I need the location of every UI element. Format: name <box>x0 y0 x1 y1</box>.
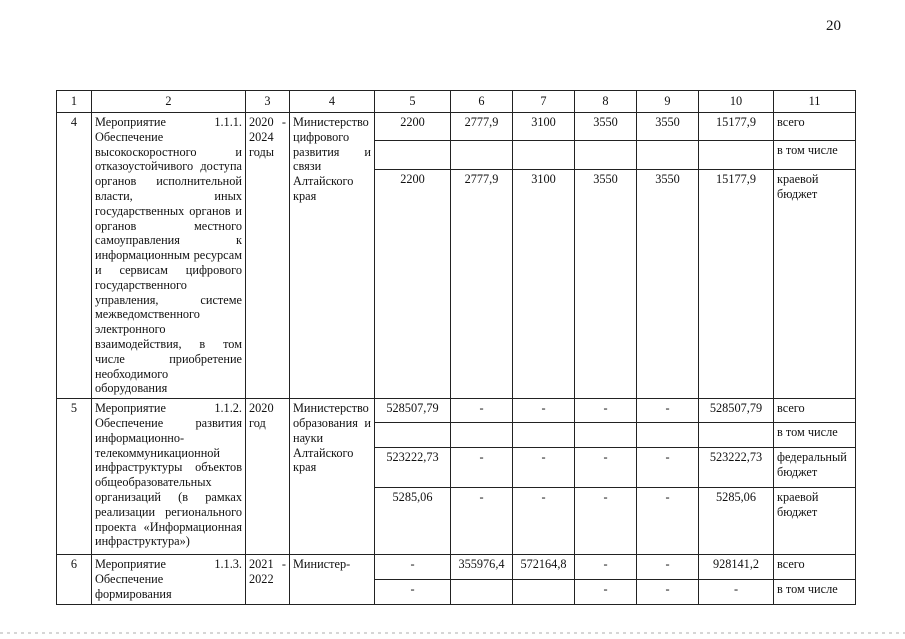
activity-executor: Министерство цифрового развития и связи Алтайского края <box>290 113 375 399</box>
value-cell: 2777,9 <box>451 113 513 141</box>
column-header: 2 <box>92 91 246 113</box>
value-cell: - <box>699 580 774 604</box>
value-cell: 15177,9 <box>699 113 774 141</box>
funding-source: краевой бюджет <box>774 170 856 399</box>
activity-executor: Министер- <box>290 555 375 604</box>
value-cell <box>451 141 513 170</box>
funding-source: всего <box>774 555 856 580</box>
value-cell <box>575 141 637 170</box>
value-cell: - <box>575 580 637 604</box>
column-header: 9 <box>637 91 699 113</box>
value-cell: 3100 <box>513 170 575 399</box>
value-cell: - <box>575 448 637 488</box>
table-row <box>57 113 856 141</box>
table-row <box>57 555 856 580</box>
value-cell: - <box>375 555 451 580</box>
value-cell: - <box>451 488 513 555</box>
value-cell: 2200 <box>375 113 451 141</box>
activity-number: 4 <box>57 113 92 399</box>
column-header: 3 <box>246 91 290 113</box>
value-cell <box>513 580 575 604</box>
value-cell: 355976,4 <box>451 555 513 580</box>
activity-description: Мероприятие 1.1.2. Обеспечение развития информационно-телекоммуникационной инфраструктуры объектов общеобразовательных организаций (в рамках реализации регионального проекта «Информационная инфраструктура») <box>92 399 246 555</box>
funding-source: краевой бюджет <box>774 488 856 555</box>
value-cell: 523222,73 <box>375 448 451 488</box>
value-cell <box>699 141 774 170</box>
value-cell <box>513 423 575 448</box>
value-cell: - <box>575 488 637 555</box>
value-cell <box>451 423 513 448</box>
value-cell: - <box>451 399 513 423</box>
value-cell: 15177,9 <box>699 170 774 399</box>
value-cell: - <box>451 448 513 488</box>
value-cell <box>375 141 451 170</box>
value-cell: - <box>575 399 637 423</box>
scan-artifact-line <box>0 632 905 634</box>
activity-period: 2021 - 2022 <box>246 555 290 604</box>
activity-period: 2020 - 2024 годы <box>246 113 290 399</box>
funding-source: в том числе <box>774 423 856 448</box>
value-cell: 3550 <box>637 170 699 399</box>
value-cell: 3550 <box>637 113 699 141</box>
value-cell: - <box>637 399 699 423</box>
funding-source: в том числе <box>774 141 856 170</box>
column-header: 8 <box>575 91 637 113</box>
value-cell <box>575 423 637 448</box>
value-cell: 528507,79 <box>375 399 451 423</box>
column-header-row <box>57 91 856 113</box>
value-cell: - <box>575 555 637 580</box>
activity-number: 6 <box>57 555 92 604</box>
value-cell: - <box>513 399 575 423</box>
value-cell: 572164,8 <box>513 555 575 580</box>
value-cell: 3550 <box>575 113 637 141</box>
column-header: 4 <box>290 91 375 113</box>
column-header: 11 <box>774 91 856 113</box>
column-header: 7 <box>513 91 575 113</box>
funding-source: всего <box>774 399 856 423</box>
funding-source: всего <box>774 113 856 141</box>
value-cell: - <box>637 488 699 555</box>
value-cell <box>699 423 774 448</box>
value-cell: - <box>513 488 575 555</box>
value-cell <box>637 423 699 448</box>
value-cell <box>375 423 451 448</box>
funding-source: в том числе <box>774 580 856 604</box>
value-cell: - <box>637 580 699 604</box>
column-header: 10 <box>699 91 774 113</box>
value-cell: 928141,2 <box>699 555 774 580</box>
funding-source: федеральный бюджет <box>774 448 856 488</box>
page-number: 20 <box>826 18 841 34</box>
value-cell: - <box>513 448 575 488</box>
value-cell <box>513 141 575 170</box>
value-cell <box>451 580 513 604</box>
activity-period: 2020 год <box>246 399 290 555</box>
value-cell: 3100 <box>513 113 575 141</box>
value-cell: 3550 <box>575 170 637 399</box>
column-header: 1 <box>57 91 92 113</box>
value-cell: 528507,79 <box>699 399 774 423</box>
value-cell: 5285,06 <box>699 488 774 555</box>
value-cell: 5285,06 <box>375 488 451 555</box>
column-header: 6 <box>451 91 513 113</box>
value-cell: 523222,73 <box>699 448 774 488</box>
activity-number: 5 <box>57 399 92 555</box>
table-row <box>57 399 856 423</box>
column-header: 5 <box>375 91 451 113</box>
value-cell: 2777,9 <box>451 170 513 399</box>
activity-description: Мероприятие 1.1.1. Обеспечение высокоскоростного и отказоустойчивого доступа органов исполнительной власти, иных государственных органов и органов местного самоуправления к информационным ресурсам и сервисам цифрового государственного управления, системе межведомственного электронного взаимодействия, в том числе приобретение необходимого оборудования <box>92 113 246 399</box>
activity-description: Мероприятие 1.1.3. Обеспечение формирования <box>92 555 246 604</box>
value-cell: - <box>637 448 699 488</box>
value-cell: - <box>637 555 699 580</box>
value-cell: - <box>375 580 451 604</box>
value-cell: 2200 <box>375 170 451 399</box>
activities-table <box>56 90 856 605</box>
value-cell <box>637 141 699 170</box>
activity-executor: Министерство образования и науки Алтайского края <box>290 399 375 555</box>
